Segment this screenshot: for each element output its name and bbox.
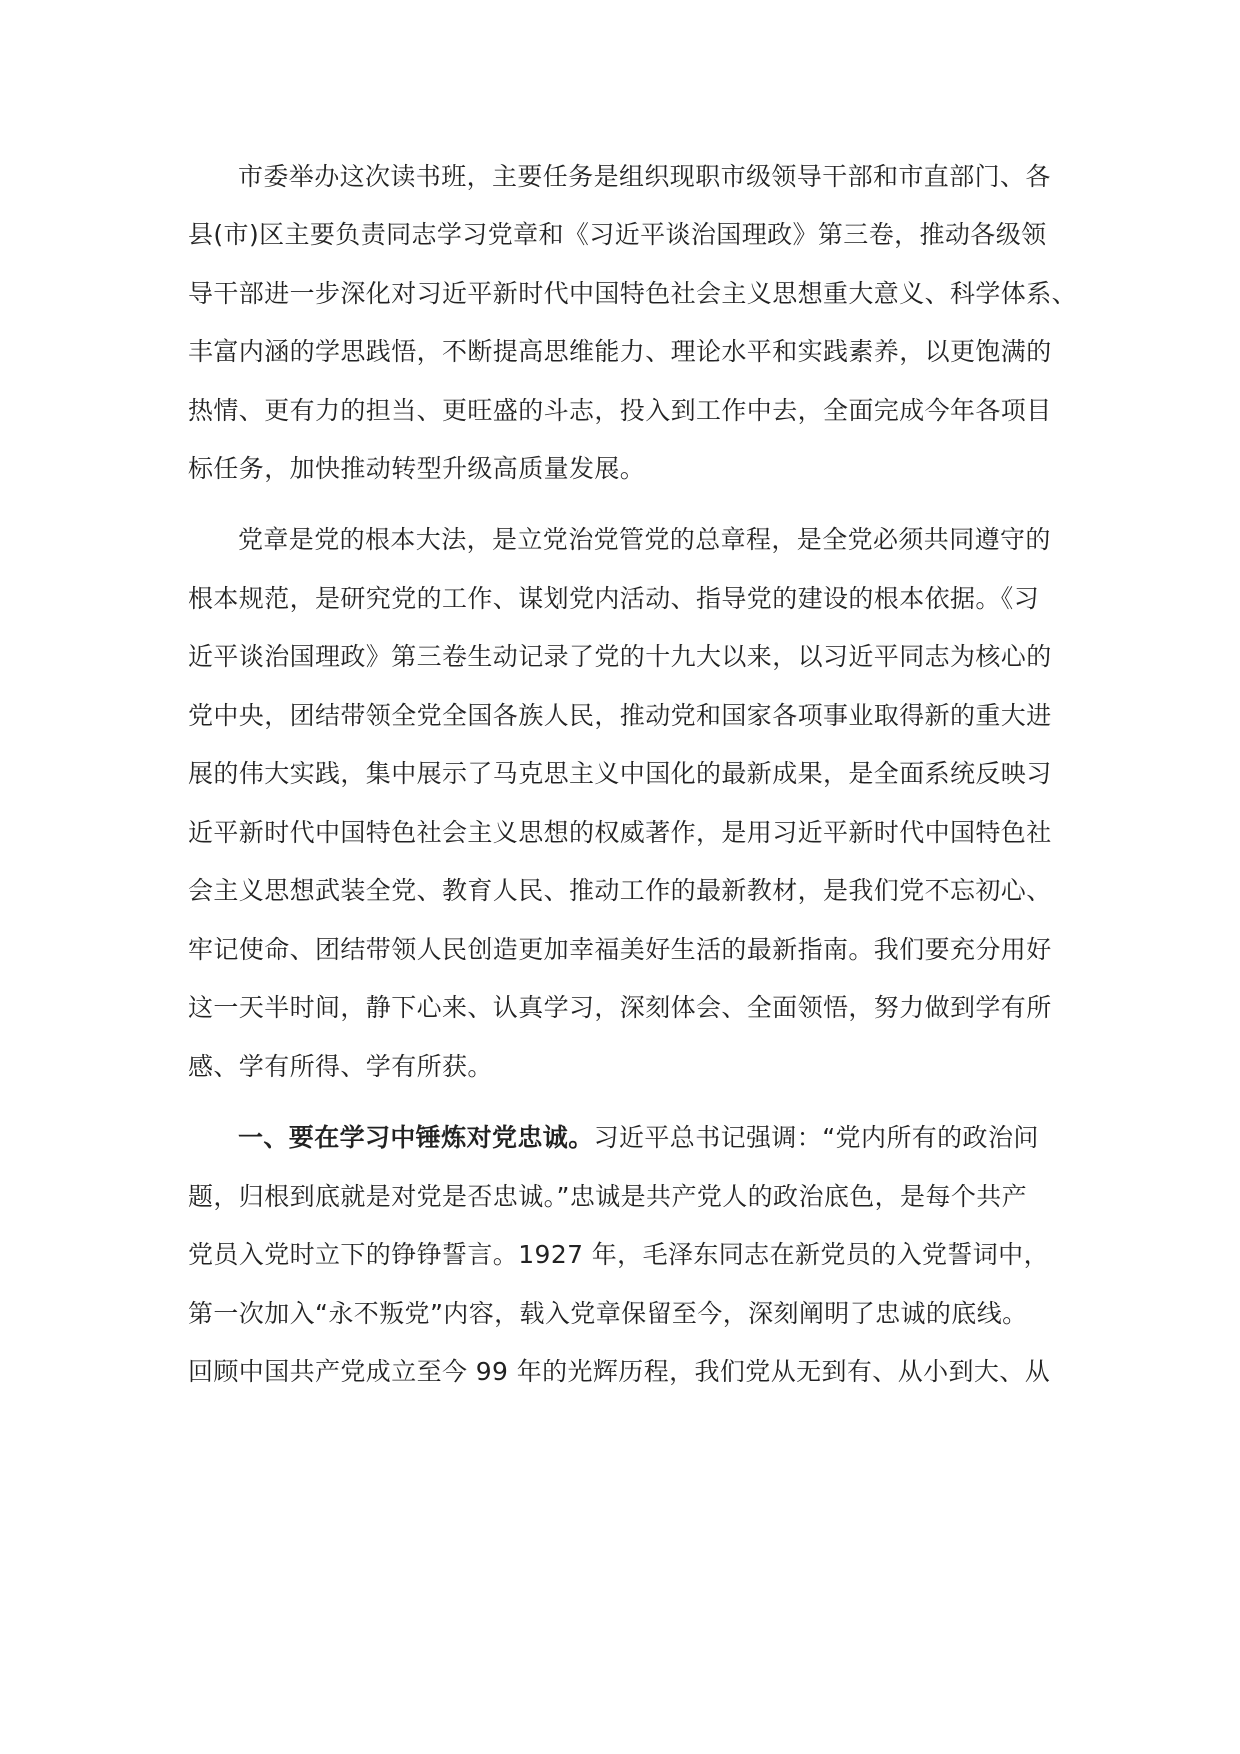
paragraph-2-line-9: 这一天半时间，静下心来、认真学习，深刻体会、全面领悟，努力做到学有所 — [188, 993, 1052, 1022]
paragraph-2-line-1: 党章是党的根本大法，是立党治党管党的总章程，是全党必须共同遵守的 — [238, 525, 1051, 554]
paragraph-1-line-3: 导干部进一步深化对习近平新时代中国特色社会主义思想重大意义、科学体系、 — [188, 279, 1078, 308]
paragraph-2-line-3: 近平谈治国理政》第三卷生动记录了党的十九大以来，以习近平同志为核心的 — [188, 642, 1052, 671]
paragraph-2-line-6: 近平新时代中国特色社会主义思想的权威著作，是用习近平新时代中国特色社 — [188, 818, 1052, 847]
paragraph-1-line-2: 县(市)区主要负责同志学习党章和《习近平谈治国理政》第三卷，推动各级领 — [188, 220, 1047, 249]
paragraph-1-line-6: 标任务，加快推动转型升级高质量发展。 — [188, 454, 646, 483]
paragraph-3-line-1 — [238, 1121, 1039, 1155]
paragraph-2-line-7: 会主义思想武装全党、教育人民、推动工作的最新教材，是我们党不忘初心、 — [188, 876, 1052, 905]
paragraph-2-line-4: 党中央，团结带领全党全国各族人民，推动党和国家各项事业取得新的重大进 — [188, 701, 1052, 730]
paragraph-1-line-4: 丰富内涵的学思践悟，不断提高思维能力、理论水平和实践素养，以更饱满的 — [188, 337, 1052, 366]
paragraph-2-line-8: 牢记使命、团结带领人民创造更加幸福美好生活的最新指南。我们要充分用好 — [188, 935, 1052, 964]
section-heading: 一、要在学习中锤炼对党忠诚。 — [238, 1123, 594, 1152]
paragraph-3-line-3: 党员入党时立下的铮铮誓言。1927 年，毛泽东同志在新党员的入党誓词中， — [188, 1240, 1049, 1269]
paragraph-3-line-2: 题，归根到底就是对党是否忠诚。”忠诚是共产党人的政治底色，是每个共产 — [188, 1182, 1028, 1211]
paragraph-2-line-2: 根本规范，是研究党的工作、谋划党内活动、指导党的建设的根本依据。《习 — [188, 584, 1040, 613]
paragraph-3-line-4: 第一次加入“永不叛党”内容，载入党章保留至今，深刻阐明了忠诚的底线。 — [188, 1299, 1028, 1328]
paragraph-2-line-5: 展的伟大实践，集中展示了马克思主义中国化的最新成果，是全面系统反映习 — [188, 759, 1052, 788]
paragraph-1-line-1: 市委举办这次读书班，主要任务是组织现职市级领导干部和市直部门、各 — [238, 162, 1051, 191]
paragraph-2-line-10: 感、学有所得、学有所获。 — [188, 1052, 493, 1081]
paragraph-1-line-5: 热情、更有力的担当、更旺盛的斗志，投入到工作中去，全面完成今年各项目 — [188, 396, 1052, 425]
paragraph-3-line-1-text: 习近平总书记强调：“党内所有的政治问 — [593, 1123, 1039, 1152]
paragraph-3-line-5: 回顾中国共产党成立至今 99 年的光辉历程，我们党从无到有、从小到大、从 — [188, 1357, 1051, 1386]
